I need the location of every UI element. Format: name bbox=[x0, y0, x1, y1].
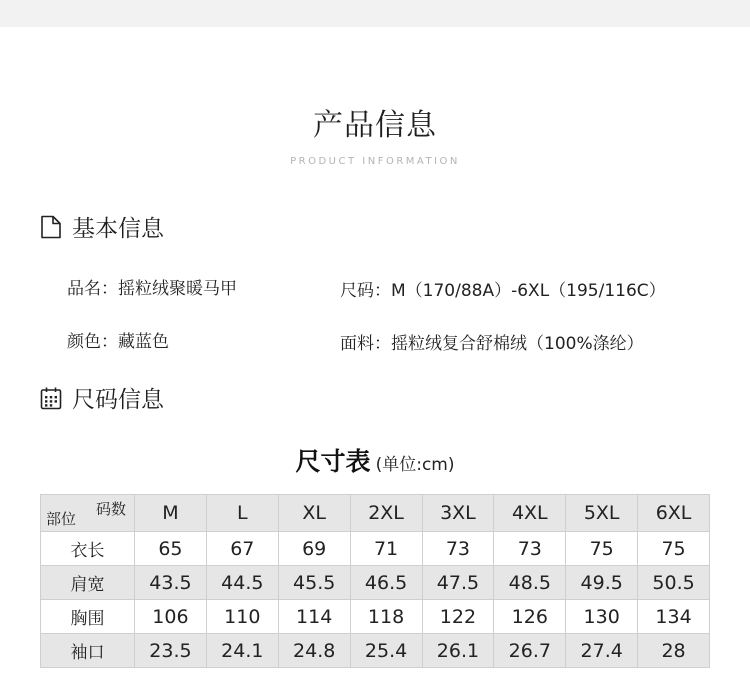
table-cell: 130 bbox=[566, 600, 638, 634]
table-cell: 48.5 bbox=[494, 566, 566, 600]
table-cell: 114 bbox=[278, 600, 350, 634]
table-cell: 26.7 bbox=[494, 634, 566, 668]
corner-cell bbox=[41, 495, 135, 532]
product-size-range: 尺码：M（170/88A）-6XL（195/116C） bbox=[340, 281, 666, 301]
section-basic-title: 基本信息 bbox=[72, 216, 164, 242]
calendar-icon bbox=[40, 386, 62, 410]
row-label: 袖口 bbox=[41, 634, 135, 668]
size-header-cell: 5XL bbox=[566, 495, 638, 532]
row-label: 衣长 bbox=[41, 532, 135, 566]
product-color: 颜色：藏蓝色 bbox=[67, 332, 169, 352]
size-header-row bbox=[41, 495, 710, 532]
table-cell: 46.5 bbox=[350, 566, 422, 600]
table-cell: 26.1 bbox=[422, 634, 494, 668]
table-cell: 28 bbox=[638, 634, 710, 668]
table-cell: 67 bbox=[206, 532, 278, 566]
table-cell: 73 bbox=[494, 532, 566, 566]
size-header-cell: 4XL bbox=[494, 495, 566, 532]
section-size-info bbox=[40, 381, 164, 414]
table-cell: 27.4 bbox=[566, 634, 638, 668]
product-name: 品名：摇粒绒聚暖马甲 bbox=[67, 279, 237, 299]
section-size-title: 尺码信息 bbox=[72, 387, 164, 413]
page-title: 产品信息 bbox=[313, 108, 437, 143]
document-icon bbox=[40, 215, 62, 239]
table-cell: 126 bbox=[494, 600, 566, 634]
table-cell: 65 bbox=[135, 532, 207, 566]
table-cell: 106 bbox=[135, 600, 207, 634]
table-row bbox=[41, 532, 710, 566]
size-table-unit: (单位:cm) bbox=[375, 455, 455, 475]
size-header-cell: 2XL bbox=[350, 495, 422, 532]
table-cell: 23.5 bbox=[135, 634, 207, 668]
corner-size-label: 码数 bbox=[95, 500, 126, 518]
size-header-cell: XL bbox=[278, 495, 350, 532]
size-table-heading: 尺寸表 bbox=[295, 447, 371, 476]
corner-part-label: 部位 bbox=[46, 510, 77, 528]
size-table-title bbox=[0, 442, 750, 478]
table-cell: 110 bbox=[206, 600, 278, 634]
table-cell: 45.5 bbox=[278, 566, 350, 600]
table-cell: 47.5 bbox=[422, 566, 494, 600]
size-header-cell: L bbox=[206, 495, 278, 532]
page-subtitle: PRODUCT INFORMATION bbox=[290, 156, 460, 167]
table-cell: 44.5 bbox=[206, 566, 278, 600]
table-cell: 24.1 bbox=[206, 634, 278, 668]
table-cell: 75 bbox=[566, 532, 638, 566]
row-label: 肩宽 bbox=[41, 566, 135, 600]
table-cell: 118 bbox=[350, 600, 422, 634]
row-label: 胸围 bbox=[41, 600, 135, 634]
table-row bbox=[41, 634, 710, 668]
table-cell: 49.5 bbox=[566, 566, 638, 600]
size-header-cell: M bbox=[135, 495, 207, 532]
table-cell: 50.5 bbox=[638, 566, 710, 600]
size-header-cell: 3XL bbox=[422, 495, 494, 532]
table-row bbox=[41, 600, 710, 634]
table-cell: 69 bbox=[278, 532, 350, 566]
table-cell: 24.8 bbox=[278, 634, 350, 668]
table-cell: 71 bbox=[350, 532, 422, 566]
table-cell: 75 bbox=[638, 532, 710, 566]
top-bar bbox=[0, 0, 750, 27]
section-basic-info bbox=[40, 210, 164, 243]
table-cell: 134 bbox=[638, 600, 710, 634]
table-row bbox=[41, 566, 710, 600]
size-table bbox=[40, 494, 710, 668]
table-cell: 25.4 bbox=[350, 634, 422, 668]
table-cell: 122 bbox=[422, 600, 494, 634]
table-cell: 43.5 bbox=[135, 566, 207, 600]
table-cell: 73 bbox=[422, 532, 494, 566]
size-header-cell: 6XL bbox=[638, 495, 710, 532]
product-fabric: 面料：摇粒绒复合舒棉绒（100%涤纶） bbox=[340, 334, 644, 354]
